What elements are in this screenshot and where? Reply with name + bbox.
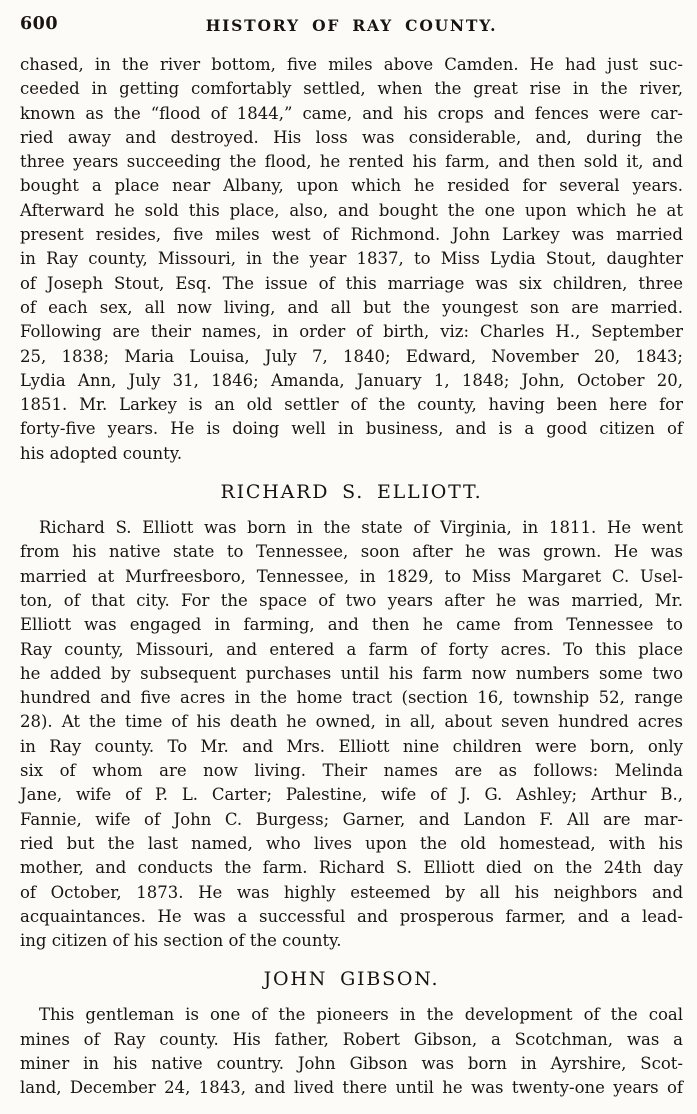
page-header [20,14,683,38]
text-line: of each sex, all now living, and all but the youngest son are married. [20,297,683,317]
text-line: 28). At the time of his death he owned, in all, about seven hundred acres [20,712,683,732]
section-heading-john-gibson: JOHN GIBSON. [263,968,440,991]
text-line: hundred and five acres in the home tract (section 16, township 52, range [20,688,683,708]
text-line: of October, 1873. He was highly esteemed by all his neighbors and [20,882,683,902]
text-line: married at Murfreesboro, Tennessee, in 1829, to Miss Margaret C. Usel- [20,566,683,586]
text-line: land, December 24, 1843, and lived there until he was twenty-one years of [20,1078,683,1098]
text-line: Afterward he sold this place, also, and bought the one upon which he at [20,200,683,220]
text-line: Ray county, Missouri, and entered a farm of forty acres. To this place [20,639,683,659]
text-line: acquaintances. He was a successful and prosperous farmer, and a lead- [20,906,683,926]
text-line: ton, of that city. For the space of two years after he was married, Mr. [20,590,683,610]
text-line: he added by subsequent purchases until his farm now numbers some two [20,663,683,683]
text-line: chased, in the river bottom, five miles above Camden. He had just suc- [20,55,683,74]
text-line: bought a place near Albany, upon which he resided for several years. [20,176,683,196]
text-line: in Ray county. To Mr. and Mrs. Elliott nine children were born, only [20,736,683,756]
section-john-larkey-continuation [20,53,683,466]
text-line: from his native state to Tennessee, soon after he was grown. He was [20,542,683,562]
text-line: three years succeeding the flood, he rented his farm, and then sold it, and [20,152,683,172]
section-john-gibson [20,969,683,1100]
text-line: miner in his native country. John Gibson was born in Ayrshire, Scot- [20,1053,683,1073]
text-line: his adopted county. [20,443,183,463]
running-title: HISTORY OF RAY COUNTY. [205,16,498,35]
text-line: six of whom are now living. Their names are as follows: Melinda [20,761,683,781]
paragraph-john-larkey [20,53,683,466]
text-line: Elliott was engaged in farming, and then he came from Tennessee to [20,615,683,635]
section-richard-s-elliott [20,482,683,953]
section-heading-richard-s-elliott: RICHARD S. ELLIOTT. [220,481,483,504]
text-line: mines of Ray county. His father, Robert Gibson, a Scotchman, was a [20,1029,683,1049]
text-line: ing citizen of his section of the county. [20,931,342,951]
page-number: 600 [20,14,59,34]
text-line: known as the “flood of 1844,” came, and his crops and fences were car- [20,103,683,123]
text-line: in Ray county, Missouri, in the year 1837, to Miss Lydia Stout, daughter [20,249,683,269]
text-line: Richard S. Elliott was born in the state of Virginia, in 1811. He went [39,518,683,538]
text-line: 1851. Mr. Larkey is an old settler of the county, having been here for [20,395,683,415]
text-line: ried away and destroyed. His loss was considerable, and, during the [20,127,683,147]
text-line: 25, 1838; Maria Louisa, July 7, 1840; Edward, November 20, 1843; [20,346,683,366]
text-line: of Joseph Stout, Esq. The issue of this marriage was six children, three [20,273,683,293]
text-line: Lydia Ann, July 31, 1846; Amanda, January 1, 1848; John, October 20, [20,370,683,390]
paragraph-richard-s-elliott [20,516,683,953]
text-line: Fannie, wife of John C. Burgess; Garner, and Landon F. All are mar- [20,809,683,829]
text-line: ried but the last named, who lives upon the old homestead, with his [20,833,683,853]
text-line: This gentleman is one of the pioneers in the development of the coal [39,1005,683,1025]
text-line: Jane, wife of P. L. Carter; Palestine, wife of J. G. Ashley; Arthur B., [20,785,683,805]
text-line: mother, and conducts the farm. Richard S. Elliott died on the 24th day [20,858,683,878]
paragraph-john-gibson [20,1003,683,1100]
text-line: ceeded in getting comfortably settled, when the great rise in the river, [20,79,683,99]
text-line: forty-five years. He is doing well in business, and is a good citizen of [20,419,683,439]
text-line: Following are their names, in order of birth, viz: Charles H., September [20,322,683,342]
text-line: present resides, five miles west of Richmond. John Larkey was married [20,225,683,245]
page-body [20,53,683,1101]
